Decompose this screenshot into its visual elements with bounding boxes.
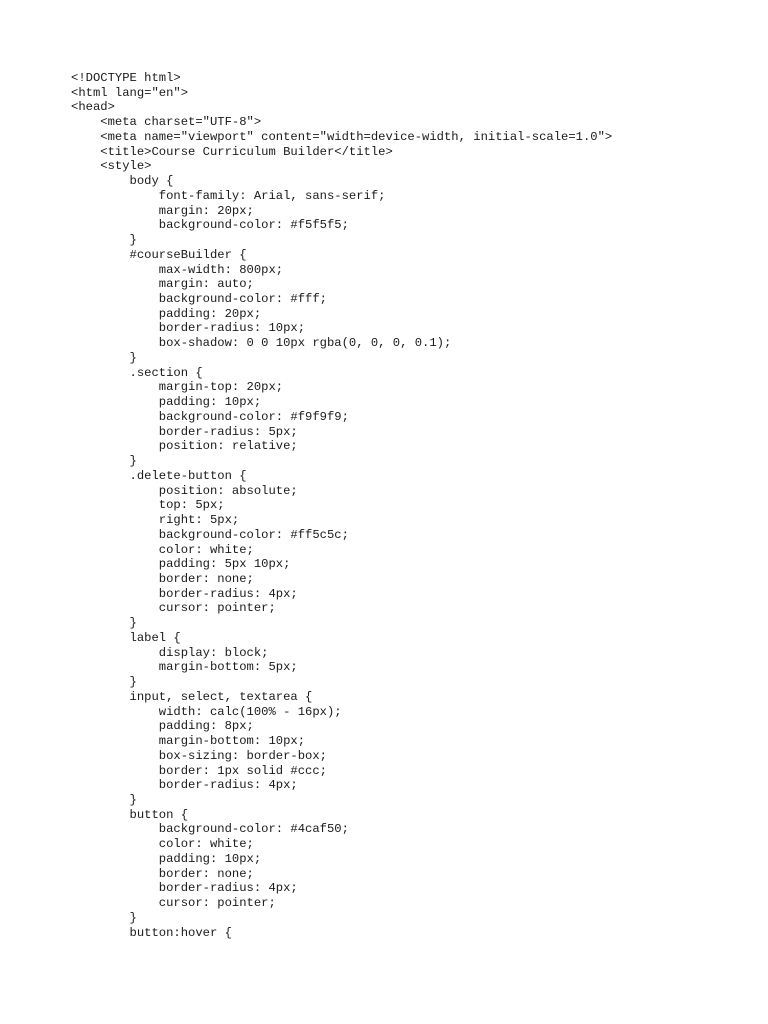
- code-line: <head>: [71, 100, 115, 115]
- code-line: padding: 10px;: [71, 395, 262, 410]
- code-line: cursor: pointer;: [71, 896, 276, 911]
- code-line: border-radius: 10px;: [71, 321, 306, 336]
- code-line: }: [71, 910, 137, 925]
- code-line: max-width: 800px;: [71, 262, 284, 277]
- code-line: border-radius: 4px;: [71, 881, 298, 896]
- code-line: margin-bottom: 10px;: [71, 734, 306, 749]
- code-line: <meta charset="UTF-8">: [71, 115, 262, 130]
- code-line: padding: 10px;: [71, 851, 262, 866]
- code-line: }: [71, 233, 137, 248]
- code-line: padding: 5px 10px;: [71, 557, 291, 572]
- code-line: color: white;: [71, 542, 254, 557]
- code-line: button:hover {: [71, 925, 232, 940]
- code-line: position: relative;: [71, 439, 298, 454]
- code-line: }: [71, 675, 137, 690]
- code-line: background-color: #4caf50;: [71, 822, 349, 837]
- code-line: background-color: #f5f5f5;: [71, 218, 349, 233]
- code-line: border: none;: [71, 866, 254, 881]
- code-line: background-color: #f9f9f9;: [71, 409, 349, 424]
- code-line: }: [71, 616, 137, 631]
- code-line: margin: 20px;: [71, 203, 254, 218]
- code-line: body {: [71, 174, 174, 189]
- code-line: background-color: #fff;: [71, 292, 327, 307]
- code-line: font-family: Arial, sans-serif;: [71, 188, 386, 203]
- code-line: }: [71, 792, 137, 807]
- code-line: <!DOCTYPE html>: [71, 71, 181, 85]
- code-line: #courseBuilder {: [71, 247, 247, 262]
- code-line: width: calc(100% - 16px);: [71, 704, 342, 719]
- code-line: border-radius: 4px;: [71, 778, 298, 793]
- code-line: <style>: [71, 159, 152, 174]
- code-line: }: [71, 454, 137, 469]
- code-line: margin-bottom: 5px;: [71, 660, 298, 675]
- code-line: color: white;: [71, 837, 254, 852]
- code-line: <title>Course Curriculum Builder</title>: [71, 144, 393, 159]
- code-line: top: 5px;: [71, 498, 225, 513]
- code-line: position: absolute;: [71, 483, 298, 498]
- code-line: border-radius: 4px;: [71, 586, 298, 601]
- code-line: .delete-button {: [71, 468, 247, 483]
- code-listing: [71, 71, 612, 940]
- code-line: .section {: [71, 365, 203, 380]
- code-line: box-shadow: 0 0 10px rgba(0, 0, 0, 0.1);: [71, 336, 452, 351]
- code-line: margin-top: 20px;: [71, 380, 284, 395]
- code-line: <html lang="en">: [71, 85, 189, 100]
- code-line: }: [71, 350, 137, 365]
- code-line: padding: 20px;: [71, 306, 262, 321]
- code-line: <meta name="viewport" content="width=device-width, initial-scale=1.0">: [71, 129, 613, 144]
- code-line: label {: [71, 630, 181, 645]
- code-line: margin: auto;: [71, 277, 254, 292]
- code-line: right: 5px;: [71, 513, 240, 528]
- code-line: background-color: #ff5c5c;: [71, 527, 349, 542]
- code-line: input, select, textarea {: [71, 689, 313, 704]
- code-line: padding: 8px;: [71, 719, 254, 734]
- code-line: display: block;: [71, 645, 269, 660]
- code-line: box-sizing: border-box;: [71, 748, 327, 763]
- code-line: border: 1px solid #ccc;: [71, 763, 327, 778]
- code-line: button {: [71, 807, 189, 822]
- code-line: border: none;: [71, 571, 254, 586]
- code-line: border-radius: 5px;: [71, 424, 298, 439]
- code-line: cursor: pointer;: [71, 601, 276, 616]
